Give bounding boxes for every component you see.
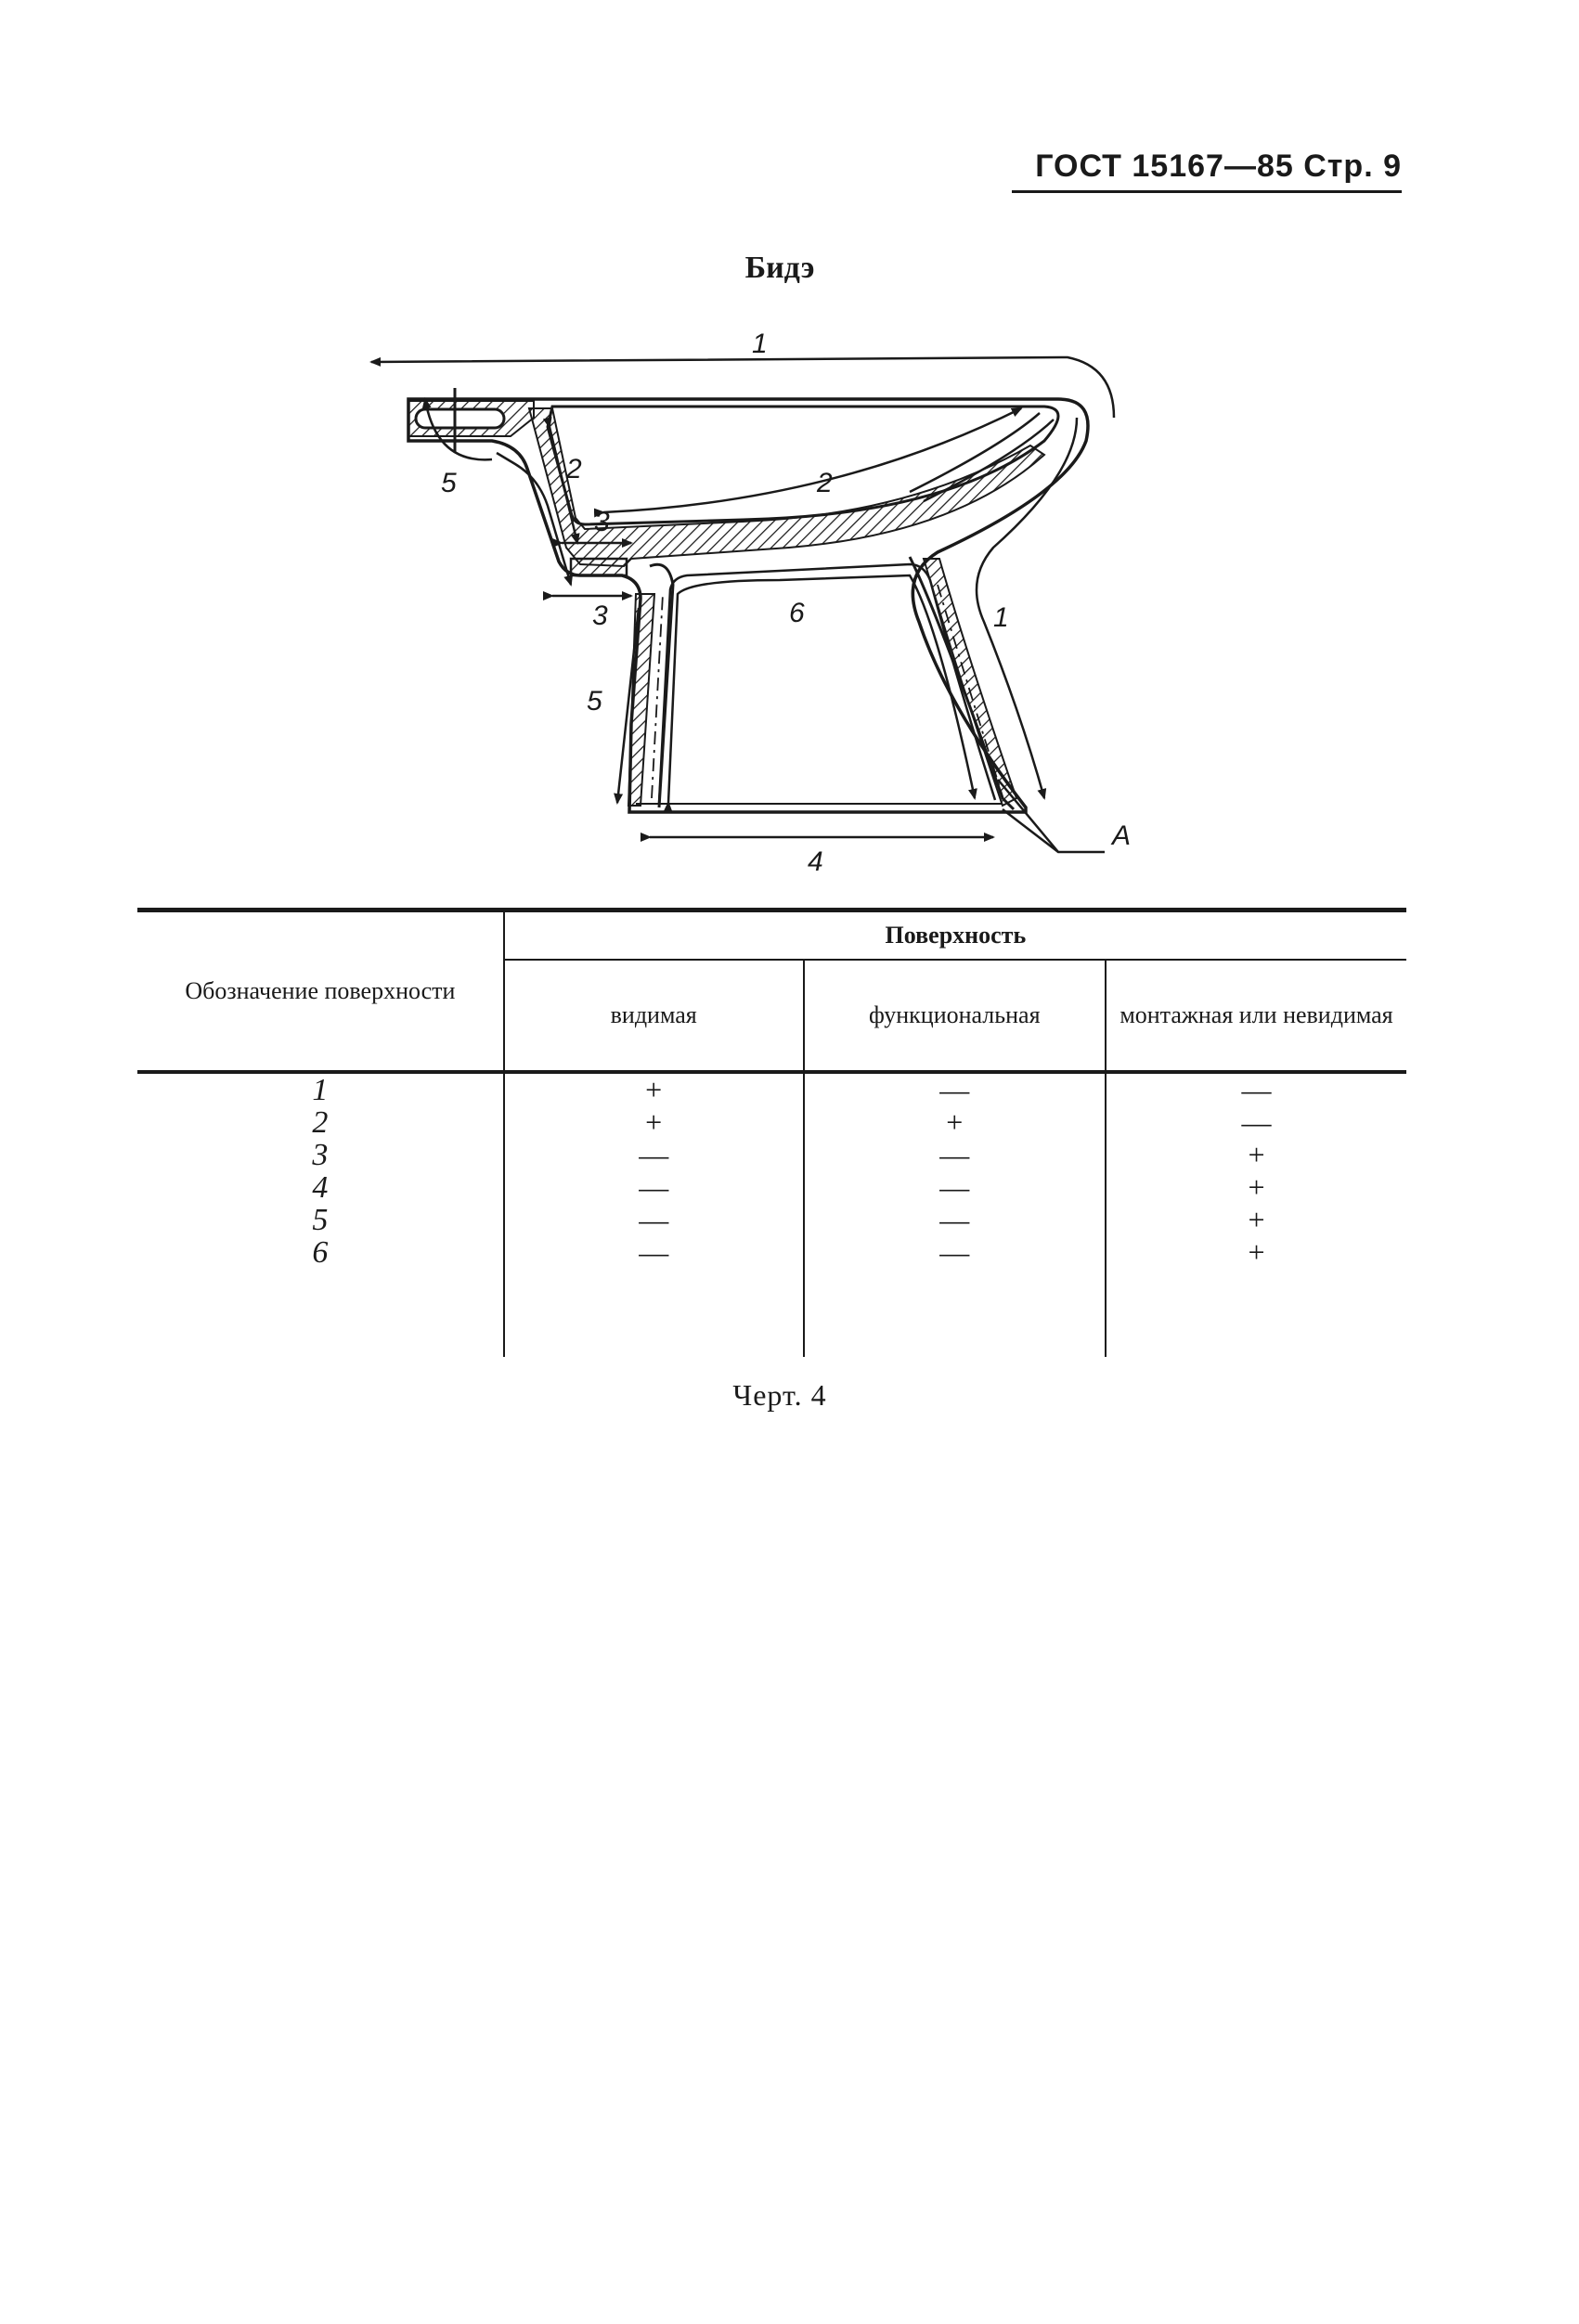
- header-mounting: монтажная или невидимая: [1106, 960, 1406, 1072]
- page-header: [1012, 148, 1402, 193]
- label-5-pedestal: 5: [587, 686, 602, 717]
- label-a: A: [1112, 820, 1132, 851]
- label-2-left: 2: [566, 454, 582, 484]
- designation-6: 6: [312, 1235, 329, 1270]
- designation-3: 3: [312, 1138, 329, 1172]
- functional-value-4: —: [939, 1170, 970, 1204]
- table-header-row: [137, 910, 1406, 961]
- standard-number: ГОСТ 15167—85: [1035, 148, 1294, 184]
- visible-value-2: +: [645, 1105, 663, 1139]
- pedestal-right-wall: [924, 559, 1016, 806]
- label-2-bowl: 2: [817, 468, 833, 498]
- label-5-rim: 5: [441, 468, 457, 498]
- bowl-inner: [548, 407, 1058, 524]
- designation-5: 5: [312, 1203, 329, 1237]
- mounting-value-5: +: [1248, 1203, 1265, 1236]
- functional-value-6: —: [939, 1235, 970, 1269]
- visible-value-4: —: [639, 1170, 669, 1204]
- designation-1: 1: [312, 1073, 329, 1107]
- designation-column: [137, 1072, 504, 1357]
- header-visible: видимая: [504, 960, 804, 1072]
- functional-value-3: —: [939, 1138, 970, 1171]
- label-1-top: 1: [752, 329, 768, 359]
- functional-value-1: —: [939, 1073, 970, 1106]
- arrow-surface-6: [668, 575, 975, 803]
- visible-column: [504, 1072, 804, 1357]
- mounting-value-2: —: [1241, 1105, 1272, 1139]
- figure-title: Бидэ: [744, 251, 815, 285]
- visible-value-5: —: [639, 1203, 669, 1236]
- visible-value-1: +: [645, 1073, 663, 1106]
- designation-4: 4: [312, 1170, 329, 1205]
- header-rule: [1012, 190, 1402, 193]
- page-number: Стр. 9: [1303, 148, 1402, 184]
- figure-caption: Черт. 4: [732, 1378, 827, 1412]
- designation-2: 2: [312, 1105, 329, 1140]
- bidet-drawing-svg: [353, 316, 1188, 872]
- label-4: 4: [808, 846, 823, 872]
- visible-value-6: —: [639, 1235, 669, 1269]
- drain-hatch: [571, 559, 627, 575]
- label-3-top: 3: [594, 507, 610, 537]
- label-6: 6: [789, 598, 805, 628]
- mounting-value-6: +: [1248, 1235, 1265, 1269]
- functional-column: [804, 1072, 1106, 1357]
- label-3-bottom: 3: [592, 600, 608, 631]
- functional-value-2: +: [946, 1105, 964, 1139]
- header-designation: Обозначение поверхности: [137, 910, 504, 1073]
- visible-value-3: —: [639, 1138, 669, 1171]
- mounting-value-4: +: [1248, 1170, 1265, 1204]
- label-1-right: 1: [993, 602, 1009, 633]
- bidet-drawing: [353, 316, 1188, 872]
- pedestal-left-wall: [628, 594, 654, 806]
- functional-value-5: —: [939, 1203, 970, 1236]
- leader-a-2: [998, 780, 1058, 852]
- mounting-value-1: —: [1241, 1073, 1272, 1106]
- surface-table: [137, 908, 1406, 1357]
- header-functional: функциональная: [804, 960, 1106, 1072]
- header-text: [1012, 148, 1402, 185]
- header-surface: Поверхность: [504, 910, 1406, 961]
- mounting-column: [1106, 1072, 1406, 1357]
- mounting-value-3: +: [1248, 1138, 1265, 1171]
- table-body-row: [137, 1072, 1406, 1357]
